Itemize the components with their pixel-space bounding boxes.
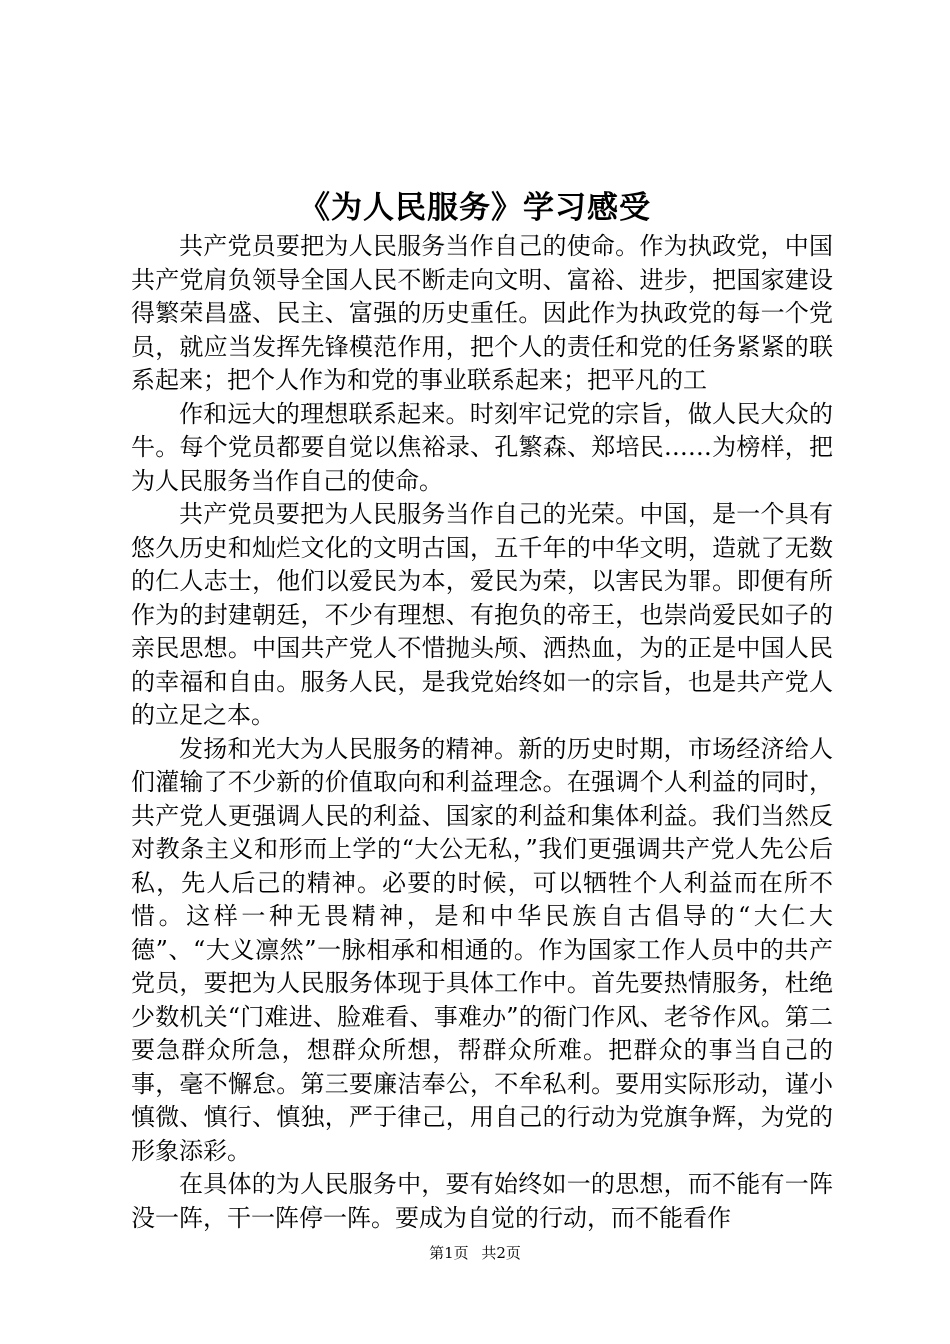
page-footer: [0, 1243, 950, 1263]
page-number-current: 第1页: [429, 1244, 469, 1262]
paragraph-5: 在具体的为人民服务中，要有始终如一的思想，而不能有一阵没一阵，干一阵停一阵。要成为自觉的行动，而不能看作: [131, 1170, 833, 1232]
page-number-total: 共2页: [481, 1244, 521, 1262]
paragraph-1: 共产党员要把为人民服务当作自己的使命。作为执政党，中国共产党肩负领导全国人民不断走向文明、富裕、进步，把国家建设得繁荣昌盛、民主、富强的历史重任。因此作为执政党的每一个党员，就应当发挥先锋模范作用，把个人的责任和党的任务紧紧的联系起来；把个人作为和党的事业联系起来；把平凡的工: [131, 232, 833, 394]
paragraph-4: 发扬和光大为人民服务的精神。新的历史时期，市场经济给人们灌输了不少新的价值取向和利益理念。在强调个人利益的同时，共产党人更强调人民的利益、国家的利益和集体利益。我们当然反对教条主义和形而上学的“大公无私，”我们更强调共产党人先公后私，先人后己的精神。必要的时候，可以牺牲个人利益而在所不惜。这样一种无畏精神，是和中华民族自古倡导的“大仁大德”、“大义凛然”一脉相承和相通的。作为国家工作人员中的共产党员，要把为人民服务体现于具体工作中。首先要热情服务，杜绝少数机关“门难进、脸难看、事难办”的衙门作风、老爷作风。第二要急群众所急，想群众所想，帮群众所难。把群众的事当自己的事，毫不懈怠。第三要廉洁奉公，不牟私利。要用实际形动，谨小慎微、慎行、慎独，严于律己，用自己的行动为党旗争辉，为党的形象添彩。: [131, 734, 833, 1165]
document-body: [131, 230, 833, 1235]
paragraph-3: 共产党员要把为人民服务当作自己的光荣。中国，是一个具有悠久历史和灿烂文化的文明古国，五千年的中华文明，造就了无数的仁人志士，他们以爱民为本，爱民为荣，以害民为罪。即便有所作为的封建朝廷，不少有理想、有抱负的帝王，也崇尚爱民如子的亲民思想。中国共产党人不惜抛头颅、洒热血，为的正是中国人民的幸福和自由。服务人民，是我党始终如一的宗旨，也是共产党人的立足之本。: [131, 500, 833, 729]
document-title: 《为人民服务》学习感受: [299, 190, 651, 226]
paragraph-2: 作和远大的理想联系起来。时刻牢记党的宗旨，做人民大众的牛。每个党员都要自觉以焦裕录、孔繁森、郑培民……为榜样，把为人民服务当作自己的使命。: [131, 399, 833, 495]
